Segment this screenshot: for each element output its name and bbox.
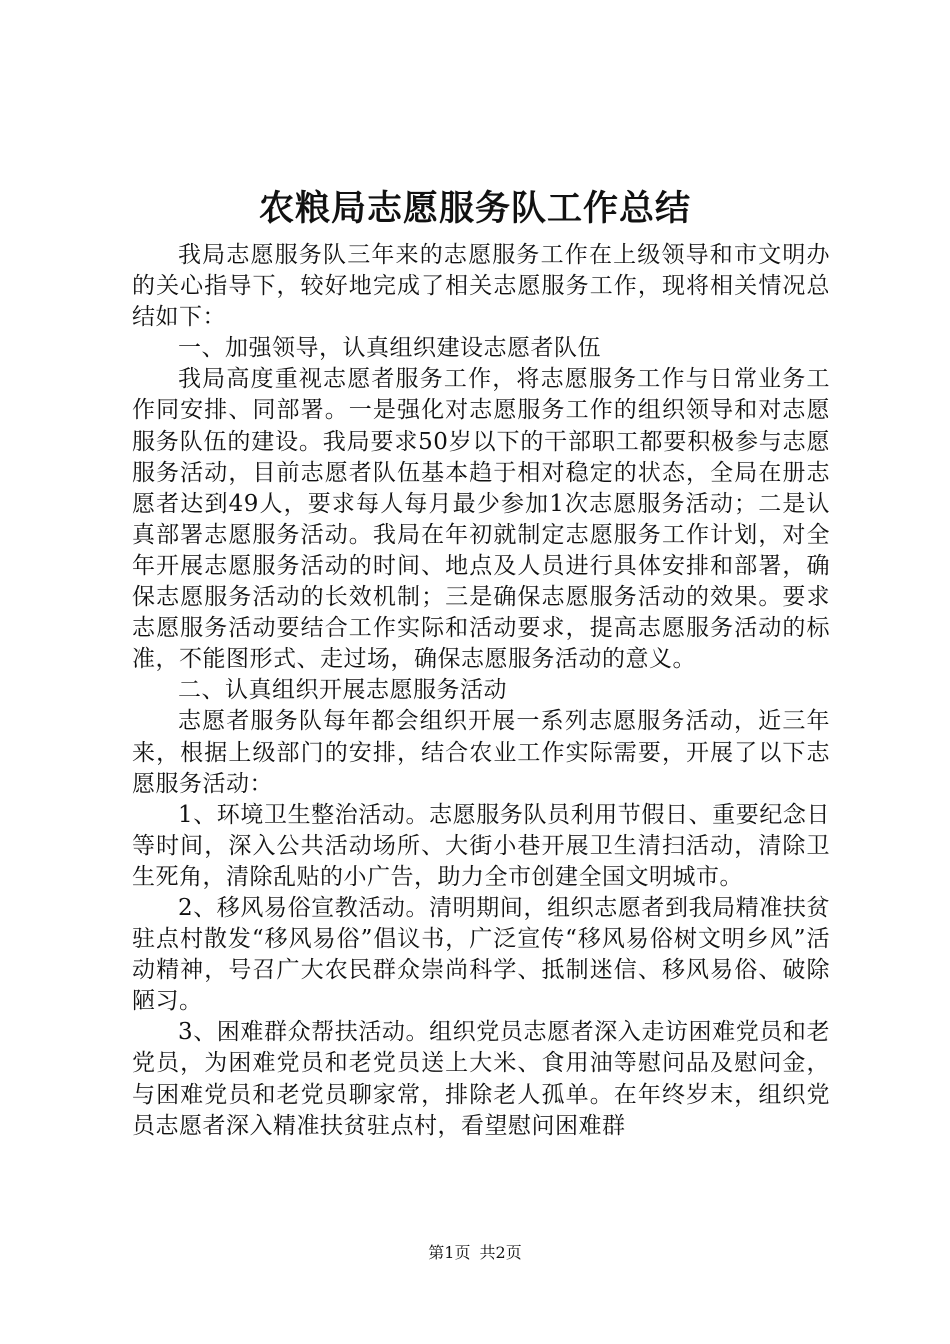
activity-item-2: 2、移风易俗宣教活动。清明期间，组织志愿者到我局精准扶贫驻点村散发“移风易俗”倡议书，广泛宣传“移风易俗树文明乡风”活动精神，号召广大农民群众崇尚科学、抵制迷信、移风易俗、破除陋习。 [132, 894, 830, 1015]
document-body [132, 240, 830, 1142]
intro-paragraph: 我局志愿服务队三年来的志愿服务工作在上级领导和市文明办的关心指导下，较好地完成了相关志愿服务工作，现将相关情况总结如下： [132, 242, 830, 331]
section-heading-1: 一、加强领导，认真组织建设志愿者队伍 [178, 335, 601, 362]
section-2-paragraph: 志愿者服务队每年都会组织开展一系列志愿服务活动，近三年来，根据上级部门的安排，结合农业工作实际需要，开展了以下志愿服务活动： [132, 708, 830, 797]
section-1-paragraph: 我局高度重视志愿者服务工作，将志愿服务工作与日常业务工作同安排、同部署。一是强化对志愿服务工作的组织领导和对志愿服务队伍的建设。我局要求50岁以下的干部职工都要积极参与志愿服务活动，目前志愿者队伍基本趋于相对稳定的状态，全局在册志愿者达到49人，要求每人每月最少参加1次志愿服务活动；二是认真部署志愿服务活动。我局在年初就制定志愿服务工作计划，对全年开展志愿服务活动的时间、地点及人员进行具体安排和部署，确保志愿服务活动的长效机制；三是确保志愿服务活动的效果。要求志愿服务活动要结合工作实际和活动要求，提高志愿服务活动的标准，不能图形式、走过场，确保志愿服务活动的意义。 [132, 366, 830, 673]
page-footer: 第1页 共2页 [428, 1243, 522, 1262]
activity-item-3: 3、困难群众帮扶活动。组织党员志愿者深入走访困难党员和老党员，为困难党员和老党员送上大米、食用油等慰问品及慰问金，与困难党员和老党员聊家常，排除老人孤单。在年终岁末，组织党员志愿者深入精准扶贫驻点村，看望慰问困难群 [132, 1019, 830, 1139]
activity-item-1: 1、环境卫生整治活动。志愿服务队员利用节假日、重要纪念日等时间，深入公共活动场所、大街小巷开展卫生清扫活动，清除卫生死角，清除乱贴的小广告，助力全市创建全国文明城市。 [132, 801, 830, 890]
section-heading-2: 二、认真组织开展志愿服务活动 [178, 677, 507, 704]
document-title: 农粮局志愿服务队工作总结 [258, 188, 691, 229]
